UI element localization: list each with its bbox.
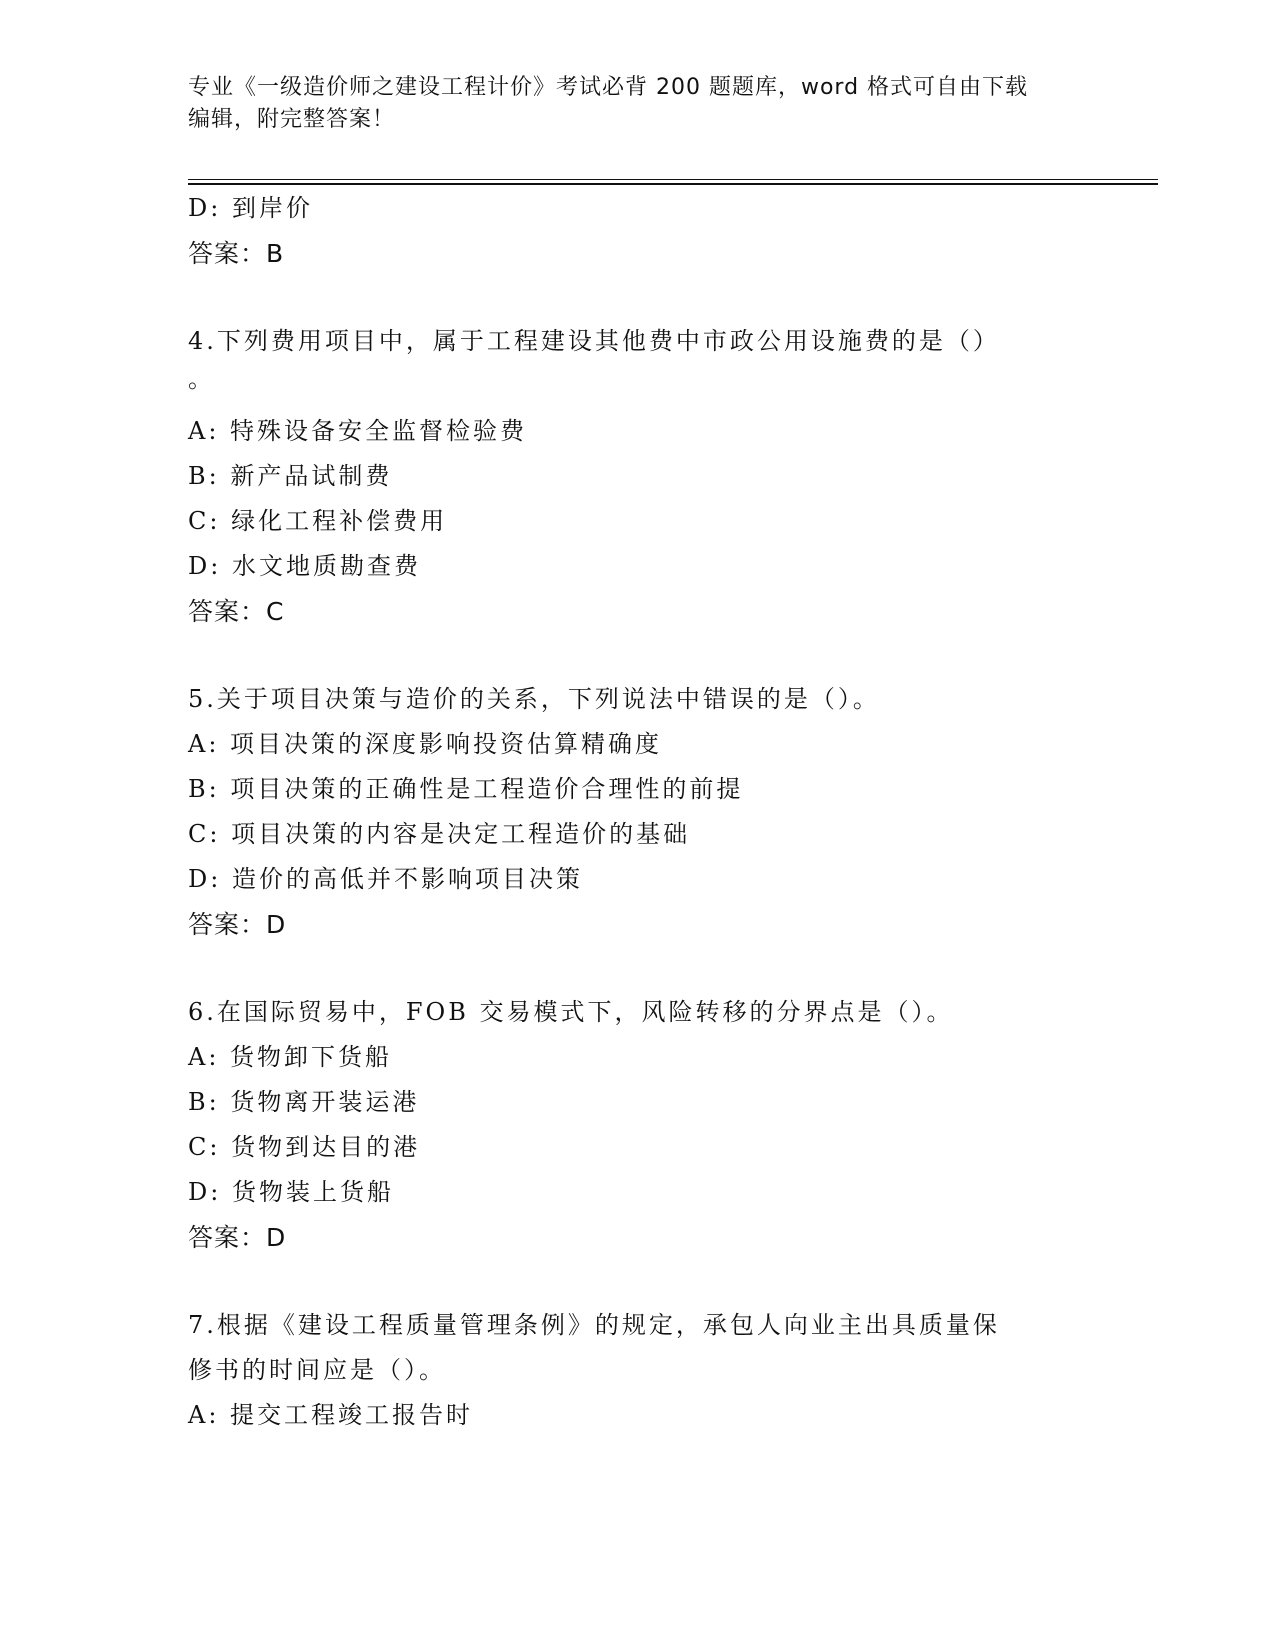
option-d-q3: D: 到岸价 — [188, 194, 313, 222]
question-stem: 4.下列费用项目中，属于工程建设其他费中市政公用设施费的是（） — [188, 327, 1000, 355]
spacer — [188, 276, 1088, 319]
page-header — [188, 72, 1088, 136]
question-4 — [188, 319, 1088, 634]
option-b: B: 货物离开装运港 — [188, 1088, 420, 1116]
spacer — [188, 1260, 1088, 1303]
option-a: A: 项目决策的深度影响投资估算精确度 — [188, 730, 663, 758]
option-d: D: 货物装上货船 — [188, 1178, 394, 1206]
answer: 答案：C — [188, 597, 285, 626]
option-c: C: 货物到达目的港 — [188, 1133, 421, 1161]
answer: 答案：D — [188, 910, 287, 939]
option-c: C: 项目决策的内容是决定工程造价的基础 — [188, 820, 691, 848]
option-a: A: 货物卸下货船 — [188, 1043, 393, 1071]
question-list — [188, 186, 1088, 1438]
question-5 — [188, 677, 1088, 947]
option-c: C: 绿化工程补偿费用 — [188, 507, 448, 535]
header-line-1: 专业《一级造价师之建设工程计价》考试必背 200 题题库，word 格式可自由下载 — [188, 75, 1029, 100]
header-divider-thick — [188, 183, 1158, 185]
option-b: B: 项目决策的正确性是工程造价合理性的前提 — [188, 775, 744, 803]
answer-q3: 答案：B — [188, 239, 285, 268]
question-stem: 5.关于项目决策与造价的关系，下列说法中错误的是（）。 — [188, 685, 880, 713]
spacer — [188, 634, 1088, 677]
question-stem-cont: 修书的时间应是（）。 — [188, 1356, 446, 1384]
question-stem-cont: 。 — [188, 365, 215, 393]
option-d: D: 造价的高低并不影响项目决策 — [188, 865, 583, 893]
question-stem: 6.在国际贸易中，FOB 交易模式下，风险转移的分界点是（）。 — [188, 998, 954, 1026]
header-divider-thin — [188, 179, 1158, 180]
option-a: A: 提交工程竣工报告时 — [188, 1401, 474, 1429]
option-b: B: 新产品试制费 — [188, 462, 393, 490]
spacer — [188, 947, 1088, 990]
option-a: A: 特殊设备安全监督检验费 — [188, 417, 528, 445]
answer: 答案：D — [188, 1223, 287, 1252]
question-stem: 7.根据《建设工程质量管理条例》的规定，承包人向业主出具质量保 — [188, 1311, 1000, 1339]
question-7 — [188, 1303, 1088, 1438]
question-6 — [188, 990, 1088, 1260]
option-d: D: 水文地质勘查费 — [188, 552, 421, 580]
header-line-2: 编辑，附完整答案！ — [188, 107, 396, 132]
